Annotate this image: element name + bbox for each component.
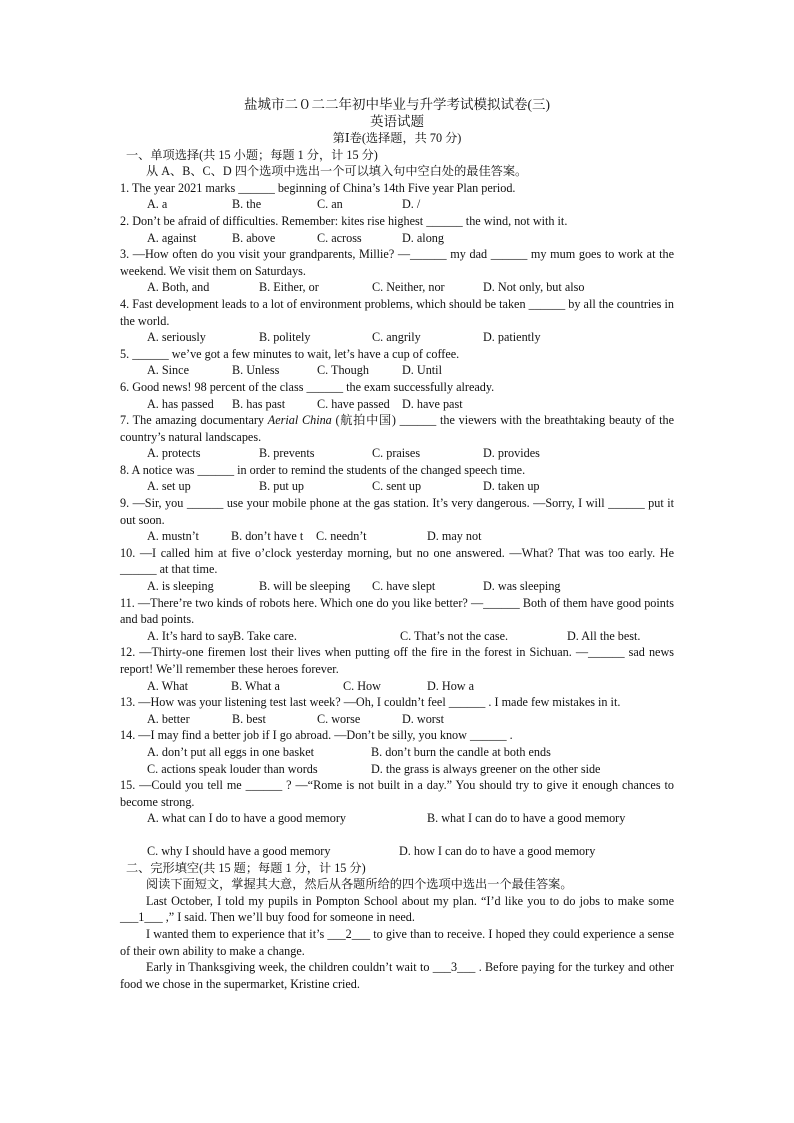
- question-stem: 3. —How often do you visit your grandparents, Millie? —______ my dad ______ my mum goes to work at the weekend. We visit them on Saturdays.: [120, 247, 674, 278]
- answer-option: C. worse: [317, 711, 361, 726]
- question-stem: 4. Fast development leads to a lot of environment problems, which should be taken ______ by all the countries in the world.: [120, 296, 674, 328]
- question-stem-part: 7. The amazing documentary: [120, 413, 268, 428]
- answer-option: B. will be sleeping: [259, 579, 351, 594]
- answer-option: D. was sleeping: [483, 579, 561, 594]
- exam-page: [120, 96, 674, 992]
- answer-option: D. /: [402, 197, 421, 212]
- option-row: [120, 196, 674, 213]
- answer-option: D. All the best.: [567, 628, 641, 643]
- option-row: [120, 396, 674, 413]
- option-row: [120, 445, 674, 462]
- answer-option: B. Unless: [232, 363, 280, 378]
- answer-option: C. have passed: [317, 396, 390, 411]
- option-row: [120, 329, 674, 346]
- answer-option: B. prevents: [259, 446, 315, 461]
- answer-option: A. a: [147, 197, 168, 212]
- section1-instruction: 从 A、B、C、D 四个选项中选出一个可以填入句中空白处的最佳答案。: [146, 164, 528, 179]
- answer-option: D. how I can do to have a good memory: [399, 843, 596, 858]
- answer-option: B. above: [232, 230, 276, 245]
- answer-option: C. why I should have a good memory: [147, 843, 331, 858]
- answer-option: C. actions speak louder than words: [147, 761, 318, 776]
- answer-option: B. politely: [259, 330, 311, 345]
- option-row: [120, 843, 674, 860]
- answer-option: B. put up: [259, 479, 305, 494]
- question-stem-part: (航拍中国) ______ the viewers with the breathtaking beauty of the country’s natural landscapes.: [120, 413, 674, 444]
- option-row: [120, 578, 674, 595]
- answer-option: A. is sleeping: [147, 579, 214, 594]
- option-row: [120, 761, 674, 778]
- answer-option: D. Until: [402, 363, 442, 378]
- question-stem: 10. —I called him at five o’clock yesterday morning, but no one answered. —What? That was too early. He ______ at that time.: [120, 545, 674, 577]
- volume-heading: 第Ⅰ卷(选择题，共 70 分): [332, 131, 462, 145]
- answer-option: D. the grass is always greener on the other side: [371, 761, 601, 776]
- answer-option: C. angrily: [372, 330, 421, 345]
- answer-option: A. It’s hard to say.: [147, 628, 237, 643]
- answer-option: A. mustn’t: [147, 529, 199, 544]
- answer-option: B. don’t have t: [231, 529, 304, 544]
- option-row: [120, 744, 674, 761]
- question-list: [120, 180, 674, 860]
- answer-option: A. protects: [147, 446, 201, 461]
- answer-option: C. across: [317, 230, 362, 245]
- question-stem: 8. A notice was ______ in order to remind the students of the changed speech time.: [120, 462, 526, 477]
- answer-option: D. have past: [402, 396, 463, 411]
- option-row: [120, 628, 674, 645]
- answer-option: D. taken up: [483, 479, 540, 494]
- answer-option: C. Neither, nor: [372, 280, 445, 295]
- option-row: [120, 810, 674, 827]
- answer-option: A. better: [147, 711, 190, 726]
- answer-option: D. along: [402, 230, 444, 245]
- answer-option: C. How: [343, 678, 381, 693]
- answer-option: A. has passed: [147, 396, 214, 411]
- option-row: [120, 279, 674, 296]
- section1-heading: 一、单项选择(共 15 小题；每题 1 分，计 15 分): [126, 147, 378, 162]
- answer-option: C. That’s not the case.: [400, 628, 509, 643]
- answer-option: C. sent up: [372, 479, 422, 494]
- documentary-title: Aerial China: [267, 413, 332, 428]
- passage-paragraph: Last October, I told my pupils in Pompton School about my plan. “I’d like you to do jobs to make some ___1___ ,” I said. Then we’ll buy food for someone in need.: [120, 893, 674, 925]
- answer-option: C. have slept: [372, 579, 436, 594]
- answer-option: B. don’t burn the candle at both ends: [371, 744, 551, 759]
- question-stem: 6. Good news! 98 percent of the class ______ the exam successfully already.: [120, 379, 495, 394]
- answer-option: A. what can I do to have a good memory: [147, 811, 347, 826]
- answer-option: A. Both, and: [147, 280, 210, 295]
- option-row: [120, 230, 674, 247]
- question-stem: 15. —Could you tell me ______ ? —“Rome is not built in a day.” You should try to give it enough chances to become strong.: [120, 778, 674, 809]
- answer-option: A. seriously: [147, 330, 206, 345]
- option-row: [120, 528, 674, 545]
- answer-option: B. Either, or: [259, 280, 319, 295]
- answer-option: D. worst: [402, 711, 444, 726]
- question-stem: 2. Don’t be afraid of difficulties. Remember: kites rise highest ______ the wind, not with it.: [120, 213, 568, 228]
- section2-heading: 二、完形填空(共 15 题；每题 1 分，计 15 分): [126, 860, 366, 875]
- answer-option: B. Take care.: [233, 628, 297, 643]
- answer-option: D. patiently: [483, 330, 541, 345]
- option-row: [120, 362, 674, 379]
- question-stem: 11. —There’re two kinds of robots here. Which one do you like better? —______ Both of them have good points and bad points.: [120, 595, 674, 627]
- answer-option: D. provides: [483, 446, 540, 461]
- question-stem: 5. ______ we’ve got a few minutes to wait, let’s have a cup of coffee.: [120, 346, 460, 361]
- exam-title: 盐城市二０二二年初中毕业与升学考试模拟试卷(三): [244, 97, 550, 112]
- answer-option: B. best: [232, 711, 266, 726]
- question-stem: [120, 412, 674, 445]
- answer-option: A. set up: [147, 479, 191, 494]
- passage-paragraph: I wanted them to experience that it’s ___2___ to give than to receive. I hoped they could experience a sense of their own ability to make a change.: [120, 926, 674, 958]
- passage-paragraph: Early in Thanksgiving week, the children couldn’t wait to ___3___ . Before paying for the turkey and other food we chose in the supermarket, Kristine cried.: [120, 960, 674, 991]
- answer-option: A. Since: [147, 363, 189, 378]
- answer-option: D. may not: [427, 529, 482, 544]
- answer-option: C. Though: [317, 363, 369, 378]
- exam-subtitle: 英语试题: [370, 114, 424, 129]
- answer-option: A. don’t put all eggs in one basket: [147, 744, 314, 759]
- answer-option: B. has past: [232, 396, 286, 411]
- question-stem: 14. —I may find a better job if I go abroad. —Don’t be silly, you know ______ .: [120, 728, 513, 743]
- option-row: [120, 678, 674, 695]
- answer-option: A. What: [147, 678, 189, 693]
- question-stem: 12. —Thirty-one firemen lost their lives when putting off the fire in the forest in Sichuan. —______ sad news report! We’ll remember these heroes forever.: [120, 645, 674, 676]
- question-stem: 9. —Sir, you ______ use your mobile phone at the gas station. It’s very dangerous. —Sorry, I will ______ put it out soon.: [120, 496, 674, 527]
- answer-option: C. praises: [372, 446, 421, 461]
- answer-option: D. Not only, but also: [483, 280, 585, 295]
- answer-option: A. against: [147, 230, 197, 245]
- question-stem: 13. —How was your listening test last week? —Oh, I couldn’t feel ______ . I made few mistakes in it.: [120, 695, 621, 710]
- answer-option: C. an: [317, 197, 343, 212]
- answer-option: D. How a: [427, 678, 475, 693]
- answer-option: B. the: [232, 197, 262, 212]
- section2-instruction: 阅读下面短文，掌握其大意，然后从各题所给的四个选项中选出一个最佳答案。: [146, 877, 573, 892]
- answer-option: B. What a: [231, 678, 280, 693]
- option-row: [120, 711, 674, 728]
- option-row: [120, 478, 674, 495]
- answer-option: C. needn’t: [316, 529, 367, 544]
- cloze-passage: [120, 893, 674, 993]
- answer-option: B. what I can do to have a good memory: [427, 811, 626, 826]
- question-stem: 1. The year 2021 marks ______ beginning of China’s 14th Five year Plan period.: [120, 180, 516, 195]
